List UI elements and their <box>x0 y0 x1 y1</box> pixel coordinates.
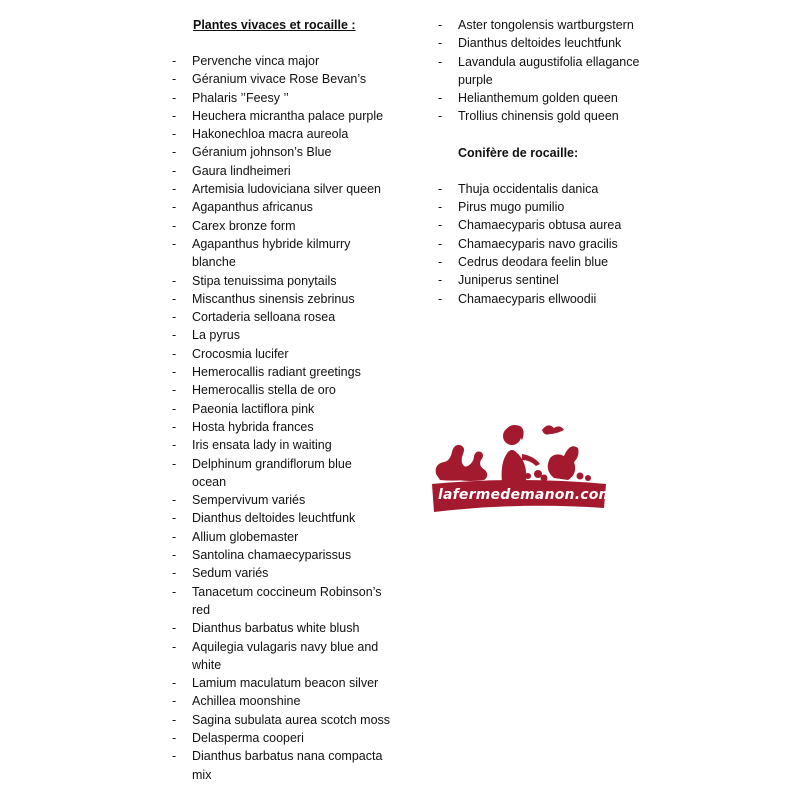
plant-name: white <box>192 657 222 672</box>
plant-list-item <box>172 125 412 143</box>
brand-logo <box>430 412 614 514</box>
bullet-dash: - <box>172 291 177 306</box>
plant-list-item <box>438 216 658 234</box>
right-column <box>438 16 658 308</box>
bullet-dash: - <box>172 566 177 581</box>
plant-list-item <box>172 546 412 564</box>
conifers-heading: Conifère de rocaille: <box>458 145 579 160</box>
plant-name: Sagina subulata aurea scotch moss <box>192 712 391 727</box>
plant-name: Aster tongolensis wartburgstern <box>458 18 634 32</box>
bullet-dash: - <box>438 18 443 32</box>
plant-list-item <box>172 107 412 125</box>
bullet-dash: - <box>172 383 177 398</box>
plant-name: Sedum variés <box>192 566 269 581</box>
bullet-dash: - <box>438 36 443 51</box>
plant-name: Lavandula augustifolia ellagance <box>458 54 640 69</box>
bullet-dash: - <box>172 493 177 508</box>
plant-list-item <box>172 729 412 747</box>
plant-list-item <box>172 52 412 70</box>
bullet-dash: - <box>172 365 177 380</box>
bullet-dash: - <box>172 310 177 325</box>
plant-list-item <box>438 180 658 198</box>
bullet-dash: - <box>172 749 177 764</box>
plant-list-item <box>172 711 412 729</box>
plant-name: Thuja occidentalis danica <box>458 181 599 196</box>
plant-list-item <box>172 290 412 308</box>
logo-text: lafermedemanon.com <box>438 487 614 503</box>
plant-list-item <box>172 692 412 710</box>
bullet-dash: - <box>172 145 177 160</box>
plant-list-item <box>172 418 412 436</box>
plant-name: Phalaris ’’Feesy ’’ <box>192 90 289 105</box>
plant-list-item <box>438 198 658 216</box>
plant-name: Hakonechloa macra aureola <box>192 127 349 142</box>
spacer <box>438 126 658 144</box>
plant-name: Delasperma cooperi <box>192 730 304 745</box>
perennials-heading: Plantes vivaces et rocaille : <box>193 18 356 32</box>
bullet-dash: - <box>438 200 443 215</box>
plant-list-item <box>172 583 412 620</box>
plant-list-item <box>172 70 412 88</box>
bullet-dash: - <box>172 694 177 709</box>
plant-list-item <box>438 290 658 308</box>
perennials-list-continued <box>438 16 658 126</box>
plant-name: Sempervivum variés <box>192 493 306 508</box>
plant-name: Chamaecyparis navo gracilis <box>458 236 618 251</box>
bullet-dash: - <box>172 621 177 636</box>
bullet-dash: - <box>172 456 177 471</box>
spacer <box>172 34 412 52</box>
bullet-dash: - <box>438 273 443 288</box>
plant-name: Dianthus deltoides leuchtfunk <box>458 36 622 51</box>
plant-name: Géranium johnson’s Blue <box>192 145 332 160</box>
plant-list-item <box>172 455 412 492</box>
plant-name: red <box>192 602 211 617</box>
plant-name: Delphinum grandiflorum blue <box>192 456 352 471</box>
bullet-dash: - <box>438 236 443 251</box>
plant-list-item <box>438 107 658 125</box>
plant-name: Gaura lindheimeri <box>192 163 291 178</box>
plant-list-item <box>172 235 412 272</box>
plant-list-item <box>172 509 412 527</box>
bullet-dash: - <box>172 200 177 215</box>
plant-name: La pyrus <box>192 328 240 343</box>
plant-name: Dianthus barbatus white blush <box>192 621 360 636</box>
plant-list-item <box>172 436 412 454</box>
plant-list-item <box>172 162 412 180</box>
plant-name: Miscanthus sinensis zebrinus <box>192 291 355 306</box>
plant-name: Dianthus deltoides leuchtfunk <box>192 511 356 526</box>
bullet-dash: - <box>172 273 177 288</box>
plant-name: Allium globemaster <box>192 529 299 544</box>
plant-name: Agapanthus africanus <box>192 200 313 215</box>
plant-name: Hemerocallis stella de oro <box>192 383 336 398</box>
plant-list-item <box>172 217 412 235</box>
bullet-dash: - <box>172 346 177 361</box>
plant-name: Carex bronze form <box>192 218 296 233</box>
plant-name: Chamaecyparis ellwoodii <box>458 291 597 306</box>
bullet-dash: - <box>172 163 177 178</box>
plant-list-item <box>172 308 412 326</box>
plant-name: Tanacetum coccineum Robinson’s <box>192 584 382 599</box>
bullet-dash: - <box>172 676 177 691</box>
plant-list-item <box>172 381 412 399</box>
plant-name: Cortaderia selloana rosea <box>192 310 336 325</box>
bullet-dash: - <box>172 584 177 599</box>
plant-name: Helianthemum golden queen <box>458 91 618 106</box>
bullet-dash: - <box>172 419 177 434</box>
bullet-dash: - <box>438 91 443 106</box>
plant-list-item <box>172 345 412 363</box>
plant-list-item <box>172 619 412 637</box>
bullet-dash: - <box>438 109 443 124</box>
plant-name: Crocosmia lucifer <box>192 346 289 361</box>
plant-name: Hosta hybrida frances <box>192 419 314 434</box>
plant-name: Agapanthus hybride kilmurry <box>192 236 351 251</box>
bullet-dash: - <box>438 254 443 269</box>
bullet-dash: - <box>172 90 177 105</box>
plant-name: Achillea moonshine <box>192 694 301 709</box>
plant-list-item <box>438 34 658 52</box>
bullet-dash: - <box>172 511 177 526</box>
plant-name: Trollius chinensis gold queen <box>458 109 619 124</box>
plant-name: Hemerocallis radiant greetings <box>192 365 361 380</box>
plant-list-item <box>172 564 412 582</box>
plant-list-item <box>438 235 658 253</box>
plant-list-item <box>438 16 658 34</box>
plant-list-item <box>172 180 412 198</box>
plant-list-item <box>172 272 412 290</box>
plant-name: Cedrus deodara feelin blue <box>458 254 609 269</box>
bullet-dash: - <box>172 182 177 197</box>
bullet-dash: - <box>172 712 177 727</box>
bullet-dash: - <box>172 54 177 68</box>
plant-name: Heuchera micrantha palace purple <box>192 108 384 123</box>
plant-list-item <box>438 53 658 90</box>
perennials-list <box>172 52 412 784</box>
plant-list-item <box>172 400 412 418</box>
bullet-dash: - <box>172 108 177 123</box>
plant-list-item <box>172 528 412 546</box>
plant-list-item <box>172 326 412 344</box>
bullet-dash: - <box>172 529 177 544</box>
plant-list-item <box>172 674 412 692</box>
bullet-dash: - <box>172 218 177 233</box>
plant-name: Stipa tenuissima ponytails <box>192 273 337 288</box>
bullet-dash: - <box>438 54 443 69</box>
bullet-dash: - <box>438 181 443 196</box>
plant-list-item <box>172 89 412 107</box>
bullet-dash: - <box>172 127 177 142</box>
bullet-dash: - <box>172 548 177 563</box>
bullet-dash: - <box>172 401 177 416</box>
plant-name: Lamium maculatum beacon silver <box>192 676 379 691</box>
plant-name: Paeonia lactiflora pink <box>192 401 315 416</box>
plant-name: Santolina chamaecyparissus <box>192 548 352 563</box>
plant-list-item <box>172 638 412 675</box>
plant-list-item <box>438 271 658 289</box>
conifers-list <box>438 180 658 308</box>
plant-name: Chamaecyparis obtusa aurea <box>458 218 622 233</box>
plant-name: Pervenche vinca major <box>192 54 320 68</box>
bullet-dash: - <box>172 328 177 343</box>
plant-name: Pirus mugo pumilio <box>458 200 565 215</box>
plant-name: Juniperus sentinel <box>458 273 559 288</box>
plant-list-item <box>438 253 658 271</box>
plant-name: Dianthus barbatus nana compacta <box>192 749 383 764</box>
left-column <box>172 16 412 784</box>
bullet-dash: - <box>172 730 177 745</box>
plant-list-item <box>172 747 412 784</box>
plant-name: mix <box>192 767 212 782</box>
plant-list-item <box>172 198 412 216</box>
plant-name: blanche <box>192 255 236 270</box>
bullet-dash: - <box>172 639 177 654</box>
plant-name: Iris ensata lady in waiting <box>192 438 332 453</box>
plant-name: purple <box>458 72 493 87</box>
bullet-dash: - <box>172 72 177 87</box>
bullet-dash: - <box>438 291 443 306</box>
plant-list-item <box>172 143 412 161</box>
plant-name: Artemisia ludoviciana silver queen <box>192 182 381 197</box>
bullet-dash: - <box>172 438 177 453</box>
plant-name: Géranium vivace Rose Bevan’s <box>192 72 367 87</box>
plant-name: ocean <box>192 474 227 489</box>
bullet-dash: - <box>438 218 443 233</box>
plant-list-item <box>172 363 412 381</box>
bullet-dash: - <box>172 236 177 251</box>
plant-list-item <box>438 89 658 107</box>
spacer <box>438 162 658 180</box>
plant-name: Aquilegia vulagaris navy blue and <box>192 639 379 654</box>
plant-list-item <box>172 491 412 509</box>
